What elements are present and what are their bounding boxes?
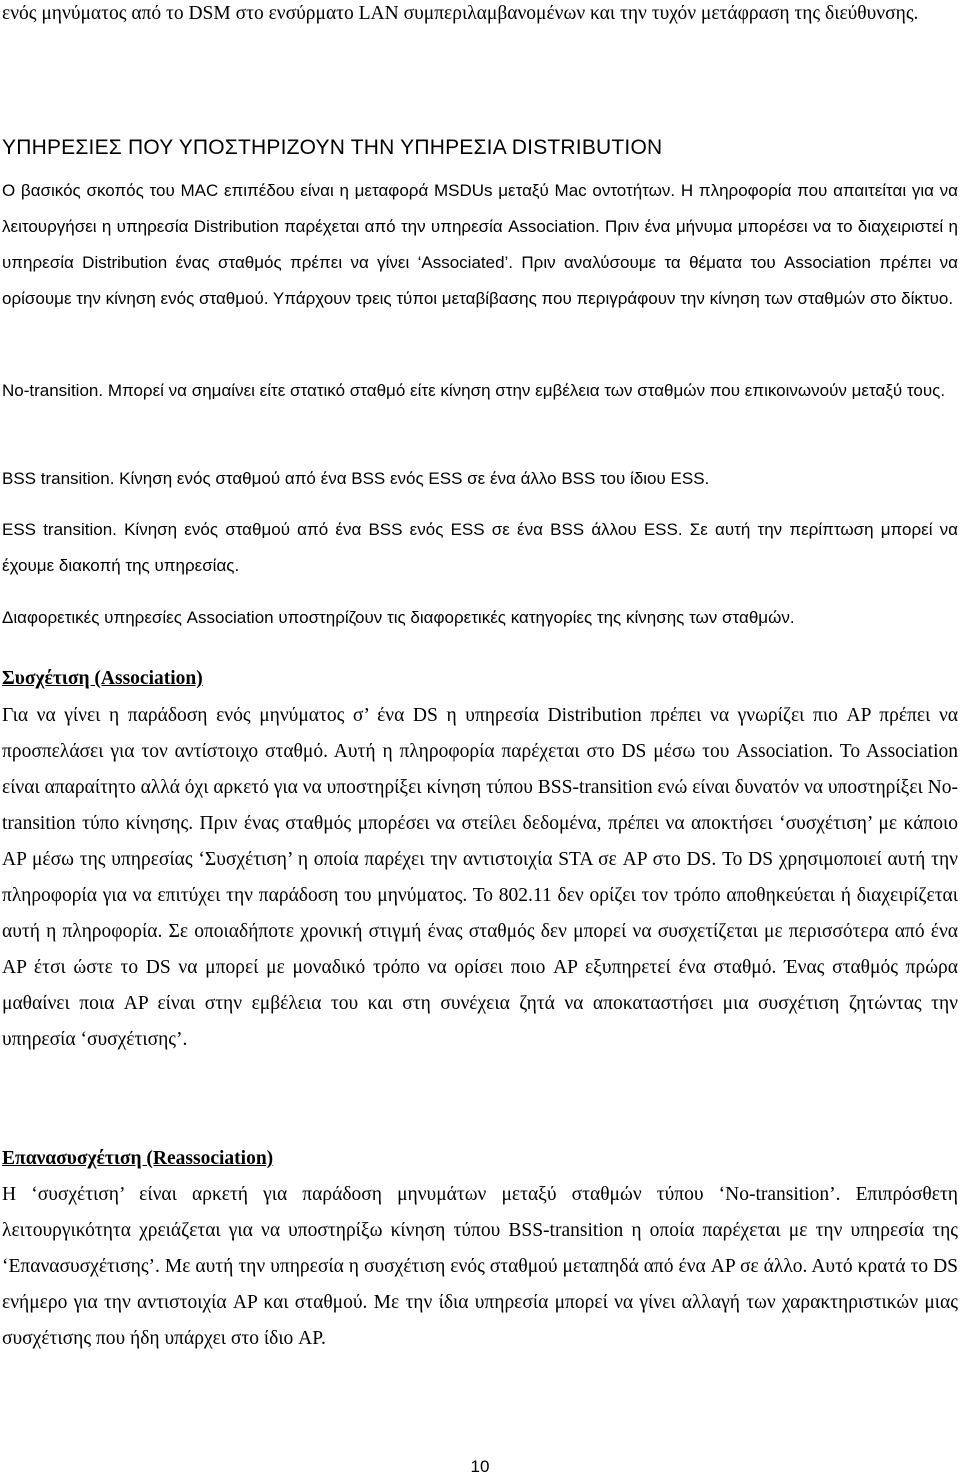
distribution-paragraph: Ο βασικός σκοπός του MAC επιπέδου είναι η μεταφορά MSDUs μεταξύ Mac οντοτήτων. Η πληροφορία που απαιτείται για να λειτουργήσει η υπηρεσία Distribution παρέχεται από την υπηρεσία Association. Πριν ένα μήνυμα μπορέσει να το διαχειριστεί η υπηρεσία Distribution ένας σταθμός πρέπει να γίνει ‘Associated’. Πριν αναλύσουμε τα θέματα του Association πρέπει να ορίσουμε την κίνηση ενός σταθμού. Υπάρχουν τρεις τύποι μεταβίβασης που περιγράφουν την κίνηση των σταθμών στο δίκτυο. bbox=[2, 181, 958, 308]
page-number: 10 bbox=[470, 1457, 490, 1476]
intro-paragraph: ενός μηνύματος από το DSM στο ενσύρματο LAN συμπεριλαμβανομένων και την τυχόν μετάφραση της διεύθυνσης. bbox=[2, 3, 919, 24]
ess-transition-paragraph: ESS transition. Κίνηση ενός σταθμού από ένα BSS ενός ESS σε ένα BSS άλλου ESS. Σε αυτή την περίπτωση μπορεί να έχουμε διακοπή της υπηρεσίας. bbox=[2, 520, 958, 575]
reassociation-paragraph: Η ‘συσχέτιση’ είναι αρκετή για παράδοση μηνυμάτων μεταξύ σταθμών τύπου ‘No-transition’. Επιπρόσθετη λειτουργικότητα χρειάζεται για να υποστηρίξω κίνηση τύπου BSS-transition η οποία παρέχεται με την υπηρεσία της ‘Επανασυσχέτισης’. Με αυτή την υπηρεσία η συσχέτιση ενός σταθμού μεταπηδά από ένα AP σε άλλο. Αυτό κρατά το DS ενήμερο για την αντιστοιχία AP και σταθμού. Με την ίδια υπηρεσία μπορεί να γίνει αλλαγή των χαρακτηριστικών μιας συσχέτισης που ήδη υπάρχει στο ίδιο AP. bbox=[2, 1184, 958, 1349]
association-summary: Διαφορετικές υπηρεσίες Association υποστηρίζουν τις διαφορετικές κατηγορίες της κίνησης των σταθμών. bbox=[2, 608, 795, 627]
section-heading-reassociation: Επανασυσχέτιση (Reassociation) bbox=[2, 1148, 274, 1169]
bss-transition-paragraph: BSS transition. Κίνηση ενός σταθμού από ένα BSS ενός ESS σε ένα άλλο BSS του ίδιου ESS. bbox=[2, 469, 710, 488]
section-heading-association: Συσχέτιση (Association) bbox=[2, 668, 203, 689]
no-transition-paragraph: No-transition. Μπορεί να σημαίνει είτε στατικό σταθμό είτε κίνηση στην εμβέλεια των σταθμών που επικοινωνούν μεταξύ τους. bbox=[2, 381, 946, 400]
association-paragraph: Για να γίνει η παράδοση ενός μηνύματος σ’ ένα DS η υπηρεσία Distribution πρέπει να γνωρίζει πιο AP πρέπει να προσπελάσει για τον αντίστοιχο σταθμό. Αυτή η πληροφορία παρέχεται στο DS μέσω του Association. To Association είναι απαραίτητο αλλά όχι αρκετό για να υποστηρίξει κίνηση τύπου BSS-transition ενώ είναι δυνατόν να υποστηρίξει No-transition τύπο κίνησης. Πριν ένας σταθμός μπορέσει να στείλει δεδομένα, πρέπει να αποκτήσει ‘συσχέτιση’ με κάποιο AP μέσω της υπηρεσίας ‘Συσχέτιση’ η οποία παρέχει την αντιστοιχία STA σε AP στο DS. Το DS χρησιμοποιεί αυτή την πληροφορία για να επιτύχει την παράδοση του μηνύματος. Το 802.11 δεν ορίζει τον τρόπο αποθηκεύεται ή διαχειρίζεται αυτή η πληροφορία. Σε οποιαδήποτε χρονική στιγμή ένας σταθμός δεν μπορεί να συσχετίζεται με περισσότερα από ένα AP έτσι ώστε το DS να μπορεί με μοναδικό τρόπο να ορίσει ποιο AP εξυπηρετεί ένα σταθμό. Ένας σταθμός πρώρα μαθαίνει ποια AP είναι στην εμβέλεια του και στη συνέχεια ζητά να αποκαταστήσει μια συσχέτιση ζητώντας την υπηρεσία ‘συσχέτισης’. bbox=[2, 705, 958, 1050]
section-heading-distribution: ΥΠΗΡΕΣΙΕΣ ΠΟΥ ΥΠΟΣΤΗΡΙΖΟΥΝ ΤΗΝ ΥΠΗΡΕΣΙΑ DISTRIBUTION bbox=[2, 136, 663, 159]
